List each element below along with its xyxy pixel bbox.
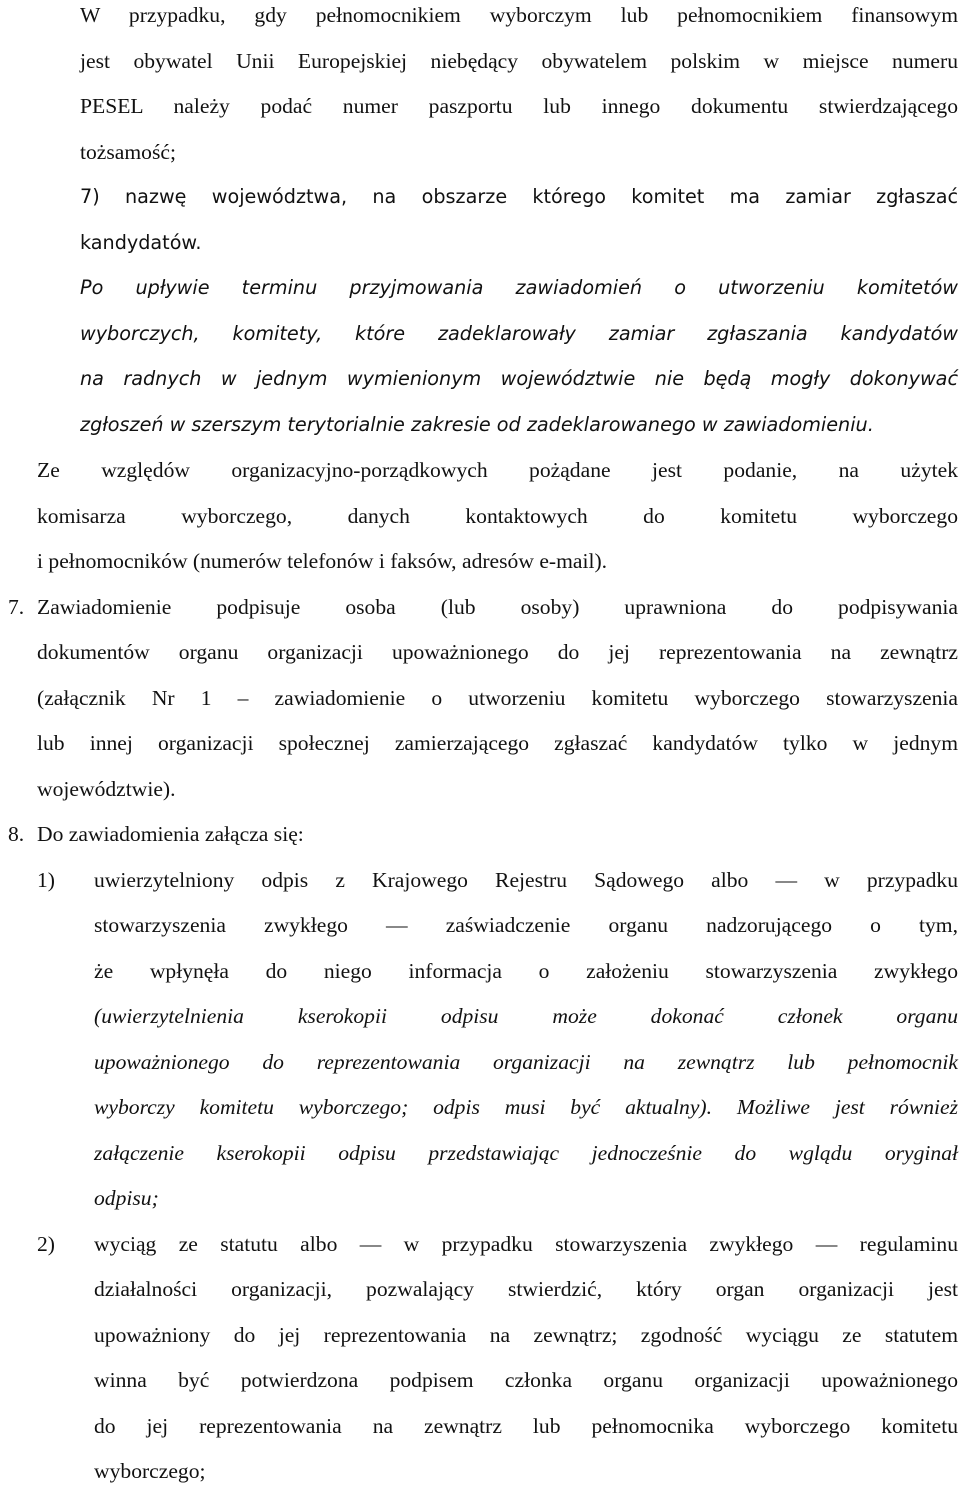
- section-7-line-4: lub innej organizacji społecznej zamierzającego zgłaszać kandydatów tylko w jednym: [37, 731, 958, 755]
- item7-line-2: kandydatów.: [80, 231, 202, 254]
- item-1-line-2: stowarzyszenia zwykłego — zaświadczenie organu nadzorującego o tym,: [94, 913, 958, 937]
- contact-line-1: Ze względów organizacyjno-porządkowych pożądane jest podanie, na użytek: [37, 458, 958, 482]
- section-7-line-3: (załącznik Nr 1 – zawiadomienie o utworzeniu komitetu wyborczego stowarzyszenia: [37, 686, 958, 710]
- intro-line-3: PESEL należy podać numer paszportu lub innego dokumentu stwierdzającego: [80, 94, 958, 118]
- intro-line-1: W przypadku, gdy pełnomocnikiem wyborczym lub pełnomocnikiem finansowym: [80, 3, 958, 27]
- item-1-line-6: wyborczy komitetu wyborczego; odpis musi być aktualny). Możliwe jest również: [94, 1095, 958, 1119]
- item-2-line-3: upoważniony do jej reprezentowania na zewnątrz; zgodność wyciągu ze statutem: [94, 1323, 958, 1347]
- item-1-line-3: że wpłynęła do niego informacja o założeniu stowarzyszenia zwykłego: [94, 959, 958, 983]
- section-8-number: 8.: [8, 822, 25, 846]
- item-1-line-8: odpisu;: [94, 1186, 159, 1210]
- item-2-line-6: wyborczego;: [94, 1459, 206, 1483]
- item-1-line-7: załączenie kserokopii odpisu przedstawiając jednocześnie do wglądu oryginał: [94, 1141, 958, 1165]
- item-1-line-5: upoważnionego do reprezentowania organizacji na zewnątrz lub pełnomocnik: [94, 1050, 958, 1074]
- section-7-line-2: dokumentów organu organizacji upoważnionego do jej reprezentowania na zewnątrz: [37, 640, 958, 664]
- note-line-2: wyborczych, komitety, które zadeklarowały zamiar zgłaszania kandydatów: [80, 322, 958, 345]
- item-2-line-4: winna być potwierdzona podpisem członka organu organizacji upoważnionego: [94, 1368, 958, 1392]
- item-1-line-1: uwierzytelniony odpis z Krajowego Rejestru Sądowego albo — w przypadku: [94, 868, 958, 892]
- item-1-number: 1): [37, 868, 55, 892]
- note-line-3: na radnych w jednym wymienionym województwie nie będą mogły dokonywać: [80, 367, 958, 390]
- item-2-line-1: wyciąg ze statutu albo — w przypadku stowarzyszenia zwykłego — regulaminu: [94, 1232, 958, 1256]
- section-7-number: 7.: [8, 595, 25, 619]
- contact-line-2: komisarza wyborczego, danych kontaktowych do komitetu wyborczego: [37, 504, 958, 528]
- section-7-line-5: województwie).: [37, 777, 176, 801]
- item-2-line-2: działalności organizacji, pozwalający stwierdzić, który organ organizacji jest: [94, 1277, 958, 1301]
- item-1-line-4: (uwierzytelnienia kserokopii odpisu może dokonać członek organu: [94, 1004, 958, 1028]
- contact-line-3: i pełnomocników (numerów telefonów i faksów, adresów e-mail).: [37, 549, 608, 573]
- note-line-1: Po upływie terminu przyjmowania zawiadomień o utworzeniu komitetów: [80, 276, 958, 299]
- section-7-line-1: Zawiadomienie podpisuje osoba (lub osoby) uprawniona do podpisywania: [37, 595, 958, 619]
- intro-line-4: tożsamość;: [80, 140, 176, 164]
- item-2-number: 2): [37, 1232, 55, 1256]
- note-line-4: zgłoszeń w szerszym terytorialnie zakresie od zadeklarowanego w zawiadomieniu.: [80, 413, 874, 436]
- item7-line-1: 7) nazwę województwa, na obszarze którego komitet ma zamiar zgłaszać: [80, 185, 958, 208]
- section-8-heading: Do zawiadomienia załącza się:: [37, 822, 304, 846]
- item-2-line-5: do jej reprezentowania na zewnątrz lub pełnomocnika wyborczego komitetu: [94, 1414, 958, 1438]
- intro-line-2: jest obywatel Unii Europejskiej niebędący obywatelem polskim w miejsce numeru: [80, 49, 958, 73]
